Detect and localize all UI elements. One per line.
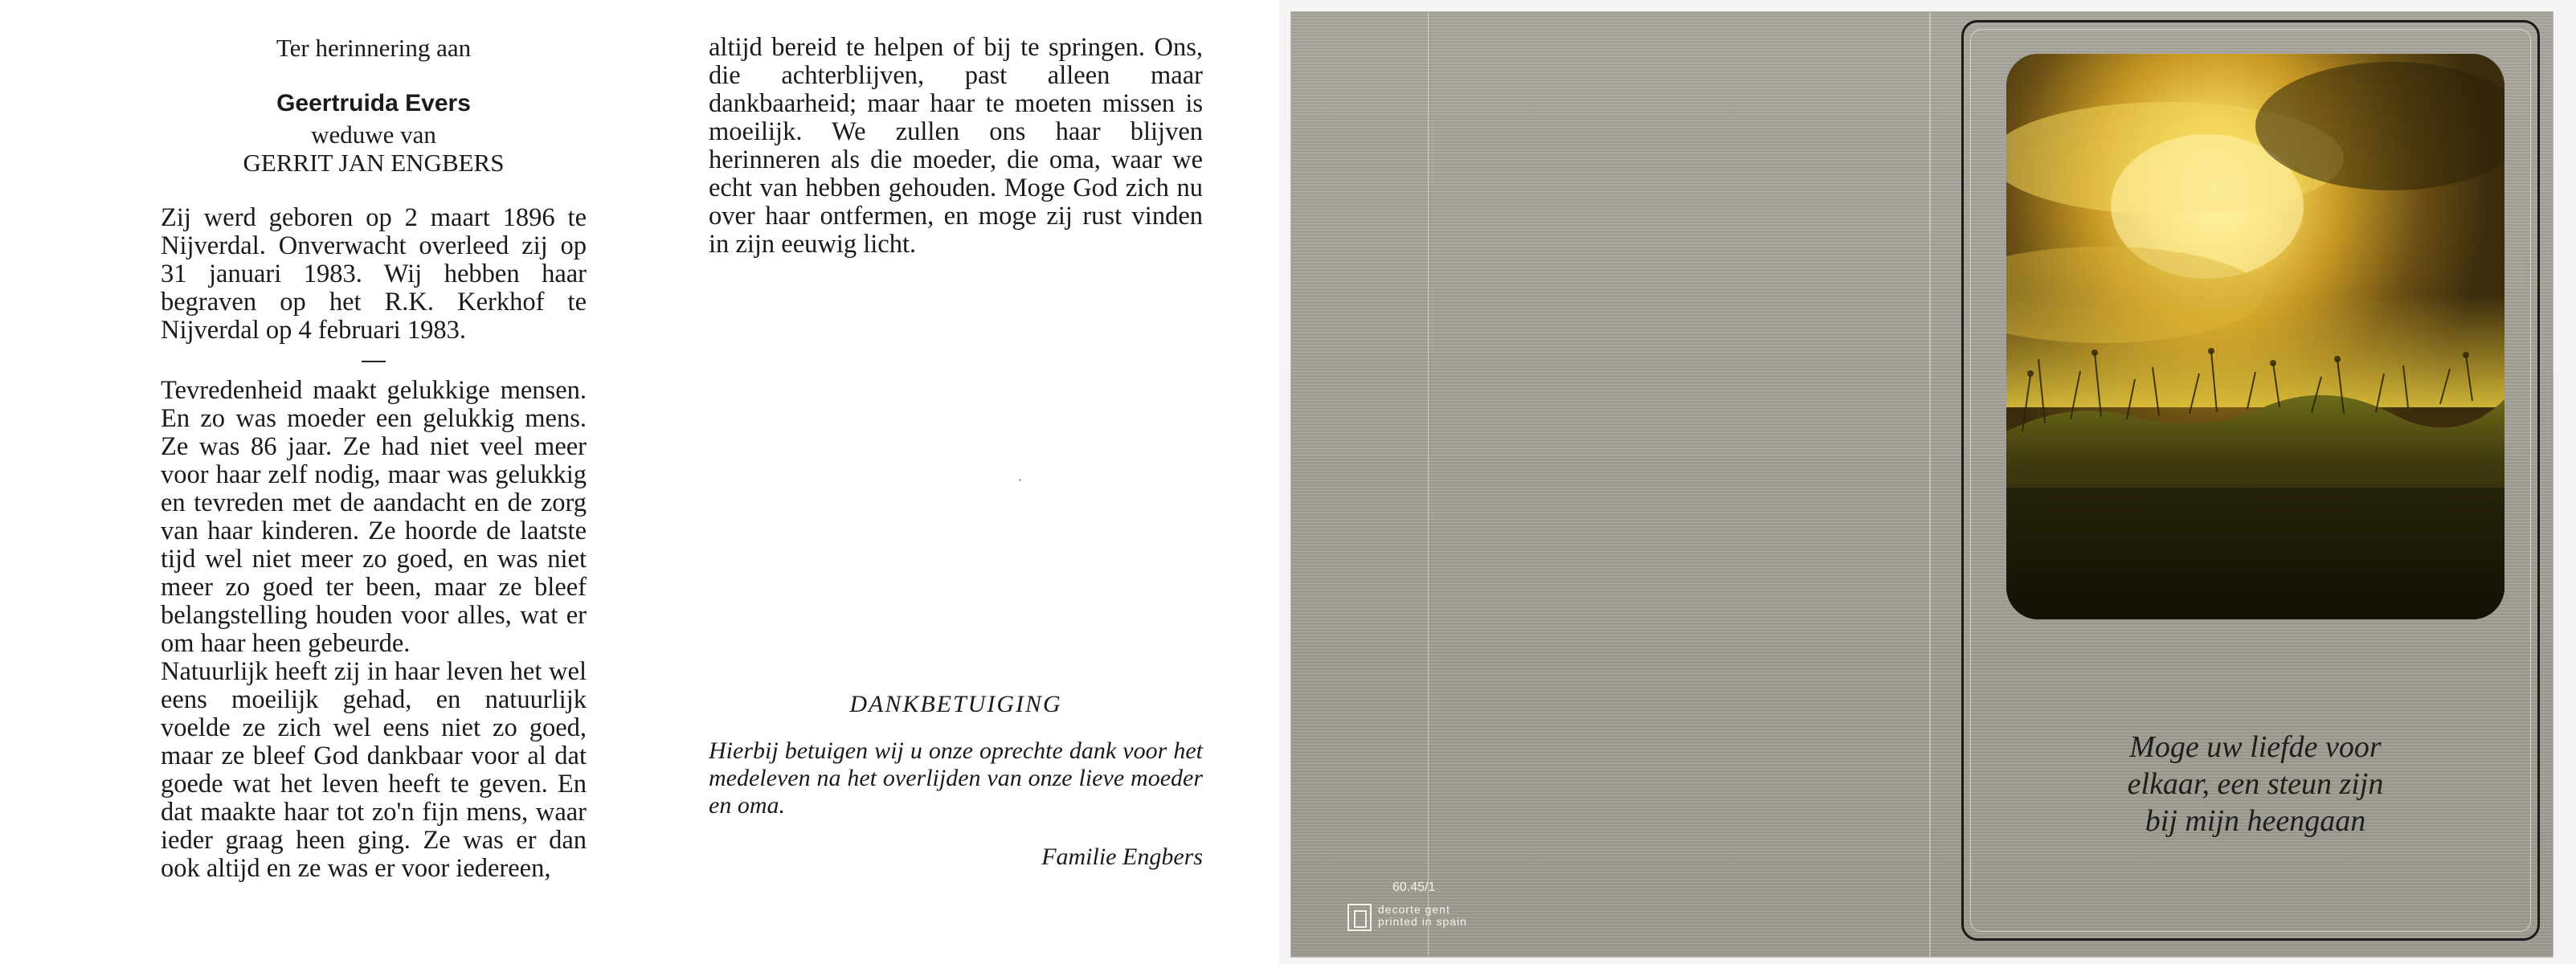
deceased-name: Geertruida Evers bbox=[276, 90, 471, 116]
sunset-over-grass-image bbox=[2006, 54, 2504, 619]
birth-death-paragraph: Zij werd geboren op 2 maart 1896 te Nijverdal. Onverwacht overleed zij op 31 januari 1983. Wij hebben haar begraven op het R.K. Kerkhof te Nijverdal op 4 februari 1983. bbox=[161, 203, 587, 345]
card-cover bbox=[1290, 11, 2554, 958]
left-column bbox=[161, 34, 587, 883]
crease-line bbox=[1428, 12, 1429, 957]
verse-line-3: bij mijn heengaan bbox=[2145, 804, 2366, 838]
family-signature: Familie Engbers bbox=[1041, 844, 1203, 870]
relation-text: weduwe van bbox=[311, 120, 436, 149]
inside-spread bbox=[0, 0, 1279, 964]
separator-dash bbox=[362, 361, 386, 362]
paper-speck bbox=[1019, 479, 1021, 481]
paragraph-contentment: Tevredenheid maakt gelukkige mensen. En zo was moeder een gelukkig mens. Ze was 86 jaar. Ze had niet veel meer voor haar zelf nodig, maar was gelukkig en tevreden met de aandacht en de zorg van haar kinderen. Ze hoorde de laatste tijd wel niet meer zo goed, en was niet meer zo goed ter been, maar ze bleef belangstelling houden voor alles, wat er om haar heen gebeurde. bbox=[161, 376, 587, 658]
right-column bbox=[709, 34, 1203, 259]
printer-name: decorte gent bbox=[1378, 903, 1450, 916]
verse-line-2: elkaar, een steun zijn bbox=[2127, 767, 2384, 801]
printer-origin: printed in spain bbox=[1378, 915, 1467, 928]
verse-line-1: Moge uw liefde voor bbox=[2129, 730, 2382, 764]
spouse-name: GERRIT JAN ENGBERS bbox=[243, 149, 505, 177]
printer-text bbox=[1378, 904, 1467, 928]
printer-code: 60.45/1 bbox=[1392, 880, 1436, 894]
continuation-paragraph: altijd bereid te helpen of bij te springen. Ons, die achterblijven, past alleen maar dankbaarheid; maar haar te moeten missen is moeilijk. We zullen ons haar blijven herinneren als die moeder, die oma, waar we echt van hebben gehouden. Moge God zich nu over haar ontfermen, en moge zij rust vinden in zijn eeuwig licht. bbox=[709, 33, 1203, 259]
paragraph-life: Natuurlijk heeft zij in haar leven het wel eens moeilijk gehad, en natuurlijk voelde ze zich wel eens niet zo goed, maar ze bleef God dankbaar voor al dat goede wat het leven heeft te geven. En dat maakte haar tot zo'n fijn mens, waar ieder graag heen ging. Ze was er dan ook altijd en ze was er voor iedereen, bbox=[161, 657, 587, 883]
printer-logo-icon bbox=[1347, 904, 1372, 931]
thanks-text: Hierbij betuigen wij u onze oprechte dank voor het medeleven na het overlijden van onze lieve moeder en oma. bbox=[709, 737, 1203, 819]
sunset-photo bbox=[2006, 54, 2504, 619]
fold-line bbox=[1929, 12, 1931, 957]
intro-text: Ter herinnering aan bbox=[276, 34, 472, 62]
memorial-verse bbox=[1990, 729, 2521, 839]
thanks-title: DANKBETUIGING bbox=[849, 691, 1062, 717]
